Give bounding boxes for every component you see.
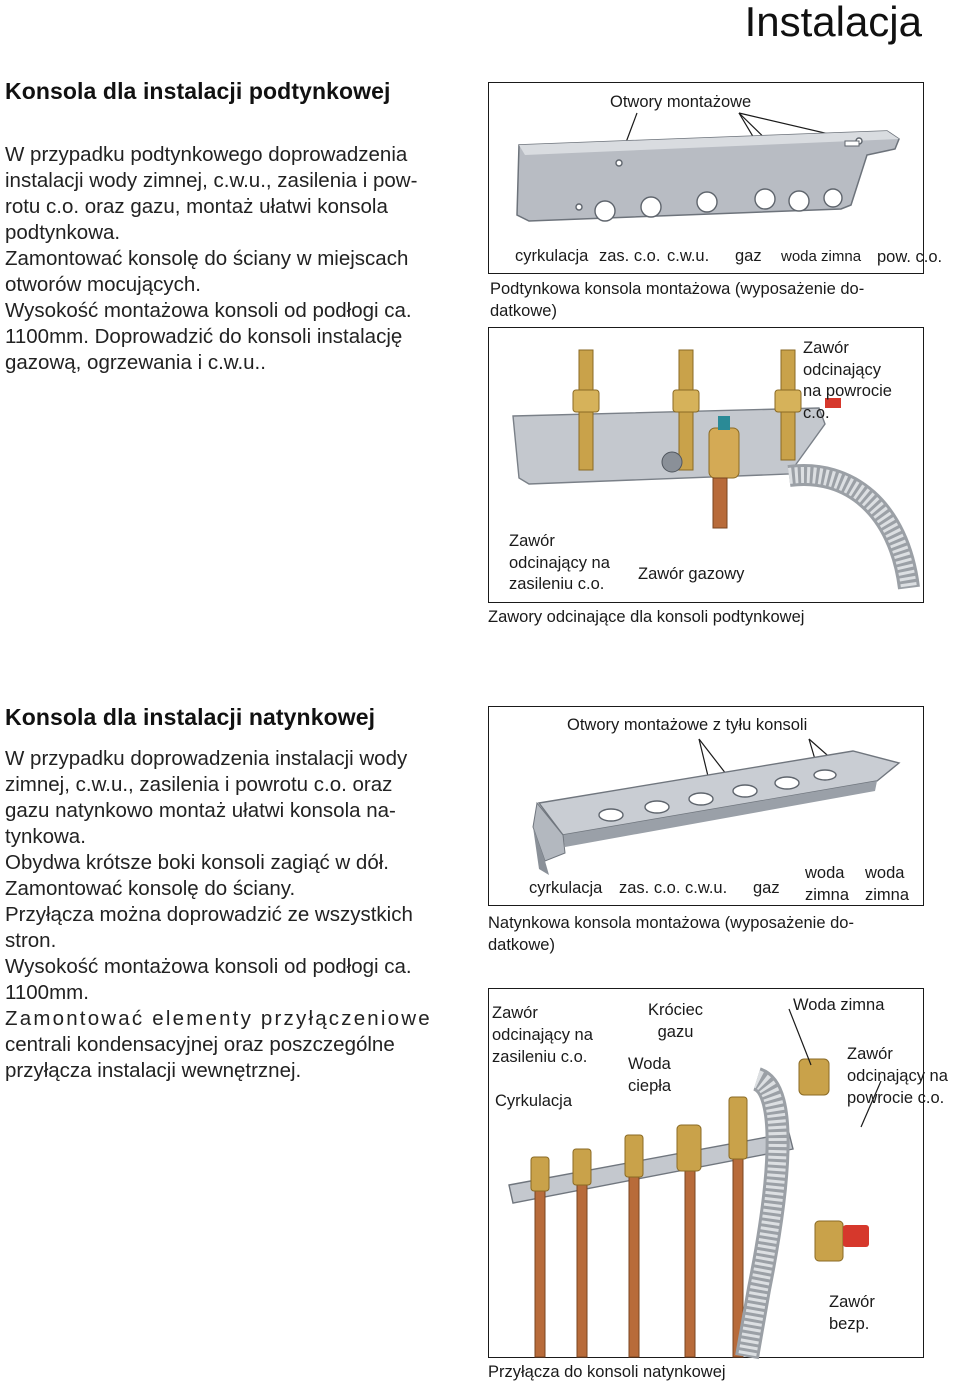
label-woda-zimna: woda zimna xyxy=(781,248,862,265)
holes-label: Otwory montażowe z tyłu konsoli xyxy=(567,716,808,734)
caption-line: Podtynkowa konsola montażowa (wyposażenie do- xyxy=(490,280,865,298)
caption-line: datkowe) xyxy=(490,302,557,320)
label-pow-co: pow. c.o. xyxy=(877,248,943,266)
text-line: otworów mocujących. xyxy=(5,273,201,296)
label-line: bezp. xyxy=(829,1315,870,1333)
label-gaz: gaz xyxy=(753,879,780,897)
text-line: stron. xyxy=(5,929,57,952)
label-zas-co: zas. c.o. xyxy=(619,879,681,897)
label-line: powrocie c.o. xyxy=(847,1089,945,1107)
label-line: ciepła xyxy=(628,1077,672,1095)
label-line: Króciec xyxy=(648,1001,704,1019)
text-line: 1100mm. Doprowadzić do konsoli instalację xyxy=(5,325,403,348)
label-gaz: gaz xyxy=(735,247,762,265)
label-line: Zawór xyxy=(829,1293,875,1311)
label-cwu: c.w.u. xyxy=(667,247,710,265)
text-line: Wysokość montażowa konsoli od podłogi ca. xyxy=(5,299,412,322)
label-cyrkulacja: cyrkulacja xyxy=(515,247,589,265)
text-line: Przyłącza można doprowadzić ze wszystkich xyxy=(5,903,413,926)
label-line: Zawór xyxy=(847,1045,893,1063)
label-cyrkulacja: cyrkulacja xyxy=(529,879,603,897)
text-line: rotu c.o. oraz gazu, montaż ułatwi konsola xyxy=(5,195,388,218)
label-line: Zawór xyxy=(509,532,555,550)
section-heading-natynkowa: Konsola dla instalacji natynkowej xyxy=(5,704,376,730)
text-line: podtynkowa. xyxy=(5,221,121,244)
text-line: W przypadku doprowadzenia instalacji wody xyxy=(5,747,408,770)
caption-line: Natynkowa konsola montażowa (wyposażenie do- xyxy=(488,914,854,932)
text-line: Zamontować konsolę do ściany w miejscach xyxy=(5,247,409,270)
label-cold-water: Woda zimna xyxy=(793,996,885,1014)
figure-natynkowa-console xyxy=(488,706,924,906)
section-heading-podtynkowa: Konsola dla instalacji podtynkowej xyxy=(5,78,391,104)
label-circulation: Cyrkulacja xyxy=(495,1092,573,1110)
text-line: instalacji wody zimnej, c.w.u., zasilenia i pow- xyxy=(5,169,418,192)
label-line: odcinający na xyxy=(492,1026,593,1044)
text-line: gazu natynkowo montaż ułatwi konsola na- xyxy=(5,799,396,822)
label-line: odcinający na xyxy=(847,1067,948,1085)
figure2-caption: Zawory odcinające dla konsoli podtynkowej xyxy=(488,608,805,626)
holes-label: Otwory montażowe xyxy=(610,93,752,111)
label-line: c.o. xyxy=(803,403,830,422)
label-valve-supply xyxy=(509,531,610,596)
label-line: odcinający na xyxy=(509,553,610,572)
label-valve-supply xyxy=(492,1002,593,1068)
label-valve-return xyxy=(803,338,892,424)
text-line: gazową, ogrzewania i c.w.u.. xyxy=(5,351,266,374)
label-line: odcinający xyxy=(803,360,881,379)
label-line: Zawór xyxy=(803,339,849,357)
figure1-caption xyxy=(490,278,864,322)
label-line: Woda xyxy=(628,1055,671,1073)
label-line: gazu xyxy=(657,1023,694,1041)
section1-body xyxy=(5,142,417,376)
figure-podtynkowa-valves xyxy=(488,327,924,603)
text-line: Zamontować konsolę do ściany. xyxy=(5,877,296,900)
label-woda-zimna-1 xyxy=(805,862,849,906)
label-line: zasileniu c.o. xyxy=(492,1048,588,1066)
page-title: Instalacja xyxy=(744,0,922,45)
label-cwu: c.w.u. xyxy=(685,879,728,897)
label-line: zimna xyxy=(865,886,910,904)
section2-body xyxy=(5,746,432,1084)
console-illustration xyxy=(489,707,925,907)
label-zas-co: zas. c.o. xyxy=(599,247,661,265)
text-line: przyłącza instalacji wewnętrznej. xyxy=(5,1059,302,1082)
safety-valve xyxy=(815,1221,869,1261)
text-line: Wysokość montażowa konsoli od podłogi ca. xyxy=(5,955,412,978)
label-gas-valve: Zawór gazowy xyxy=(638,565,745,583)
figure-natynkowa-connections xyxy=(488,988,948,1358)
text-line: zimnej, c.w.u., zasilenia i powrotu c.o. oraz xyxy=(5,773,393,796)
label-line: Zawór xyxy=(492,1004,538,1022)
label-line: woda xyxy=(865,864,905,882)
text-line: Zamontować elementy przyłączeniowe xyxy=(5,1007,432,1030)
text-line: centrali kondensacyjnej oraz poszczególne xyxy=(5,1033,395,1056)
text-line: Obydwa krótsze boki konsoli zagiąć w dół. xyxy=(5,851,389,874)
label-line: zimna xyxy=(805,886,850,904)
label-gas-stub xyxy=(648,999,703,1043)
label-woda-zimna-2 xyxy=(865,862,909,906)
label-line: woda xyxy=(805,864,845,882)
label-line: na powrocie xyxy=(803,382,892,400)
text-line: W przypadku podtynkowego doprowadzenia xyxy=(5,143,408,166)
caption-line: datkowe) xyxy=(488,936,555,954)
label-line: zasileniu c.o. xyxy=(509,575,605,593)
label-safety-valve xyxy=(829,1291,875,1335)
label-valve-return xyxy=(847,1043,948,1109)
figure-podtynkowa-console xyxy=(488,82,943,274)
figure3-caption xyxy=(488,912,854,956)
figure4-caption: Przyłącza do konsoli natynkowej xyxy=(488,1363,726,1381)
text-line: 1100mm. xyxy=(5,981,89,1004)
label-hot-water xyxy=(628,1053,671,1097)
text-line: tynkowa. xyxy=(5,825,86,848)
